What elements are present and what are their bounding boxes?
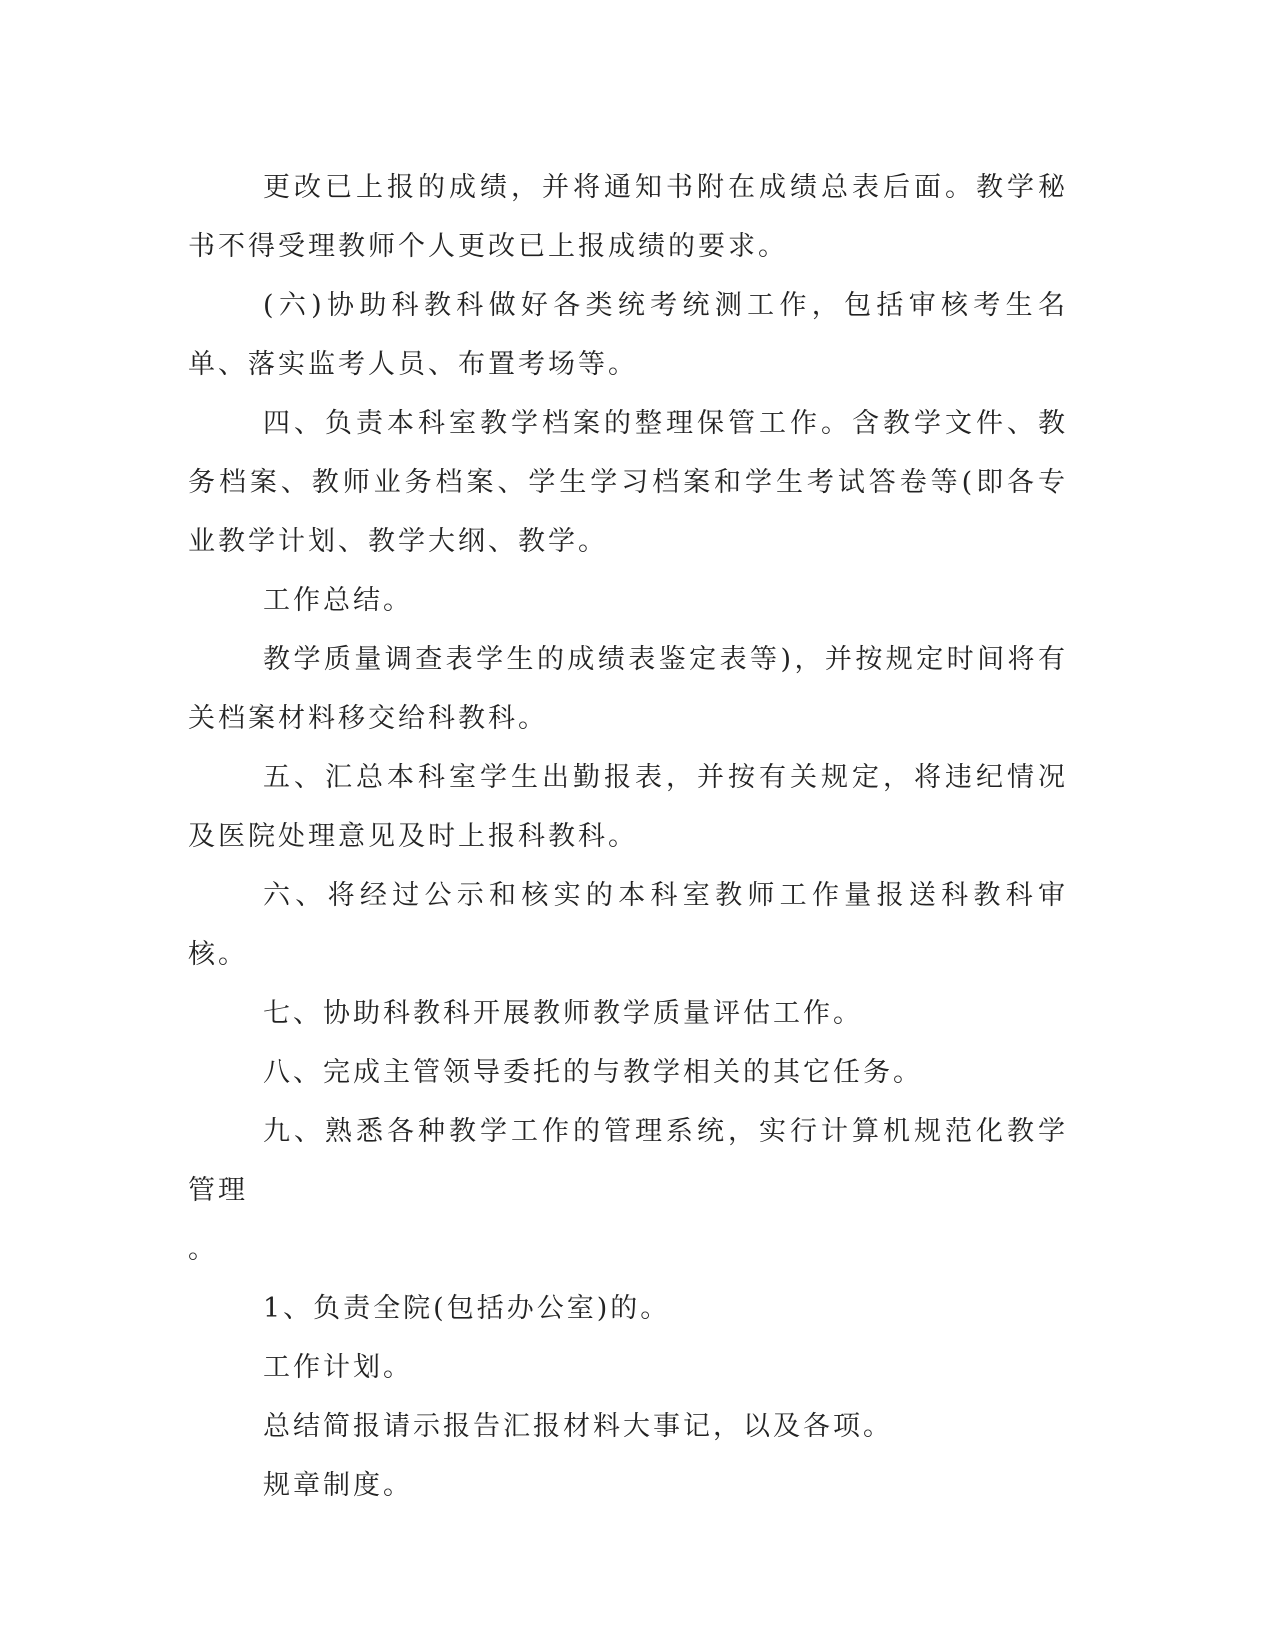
paragraph: 教学质量调查表学生的成绩表鉴定表等)，并按规定时间将有关档案材料移交给科教科。 [188,644,1068,734]
document-body [188,158,1068,1515]
paragraph: 更改已上报的成绩，并将通知书附在成绩总表后面。教学秘书不得受理教师个人更改已上报成绩的要求。 [188,172,1068,262]
paragraph: 规章制度。 [263,1470,413,1501]
paragraph: 总结简报请示报告汇报材料大事记，以及各项。 [263,1411,893,1442]
paragraph: 1、负责全院(包括办公室)的。 [263,1293,671,1324]
paragraph: 九、熟悉各种教学工作的管理系统，实行计算机规范化教学管理 [188,1116,1068,1206]
paragraph: 六、将经过公示和核实的本科室教师工作量报送科教科审核。 [188,880,1068,970]
paragraph: 工作总结。 [263,585,413,616]
paragraph: 工作计划。 [263,1352,413,1383]
paragraph: 八、完成主管领导委托的与教学相关的其它任务。 [263,1057,923,1088]
paragraph: 五、汇总本科室学生出勤报表，并按有关规定，将违纪情况及医院处理意见及时上报科教科。 [188,762,1068,852]
paragraph: (六)协助科教科做好各类统考统测工作，包括审核考生名单、落实监考人员、布置考场等。 [188,290,1068,380]
paragraph: 。 [188,1234,218,1265]
paragraph: 四、负责本科室教学档案的整理保管工作。含教学文件、教务档案、教师业务档案、学生学习档案和学生考试答卷等(即各专业教学计划、教学大纲、教学。 [188,408,1068,557]
paragraph: 七、协助科教科开展教师教学质量评估工作。 [263,998,863,1029]
